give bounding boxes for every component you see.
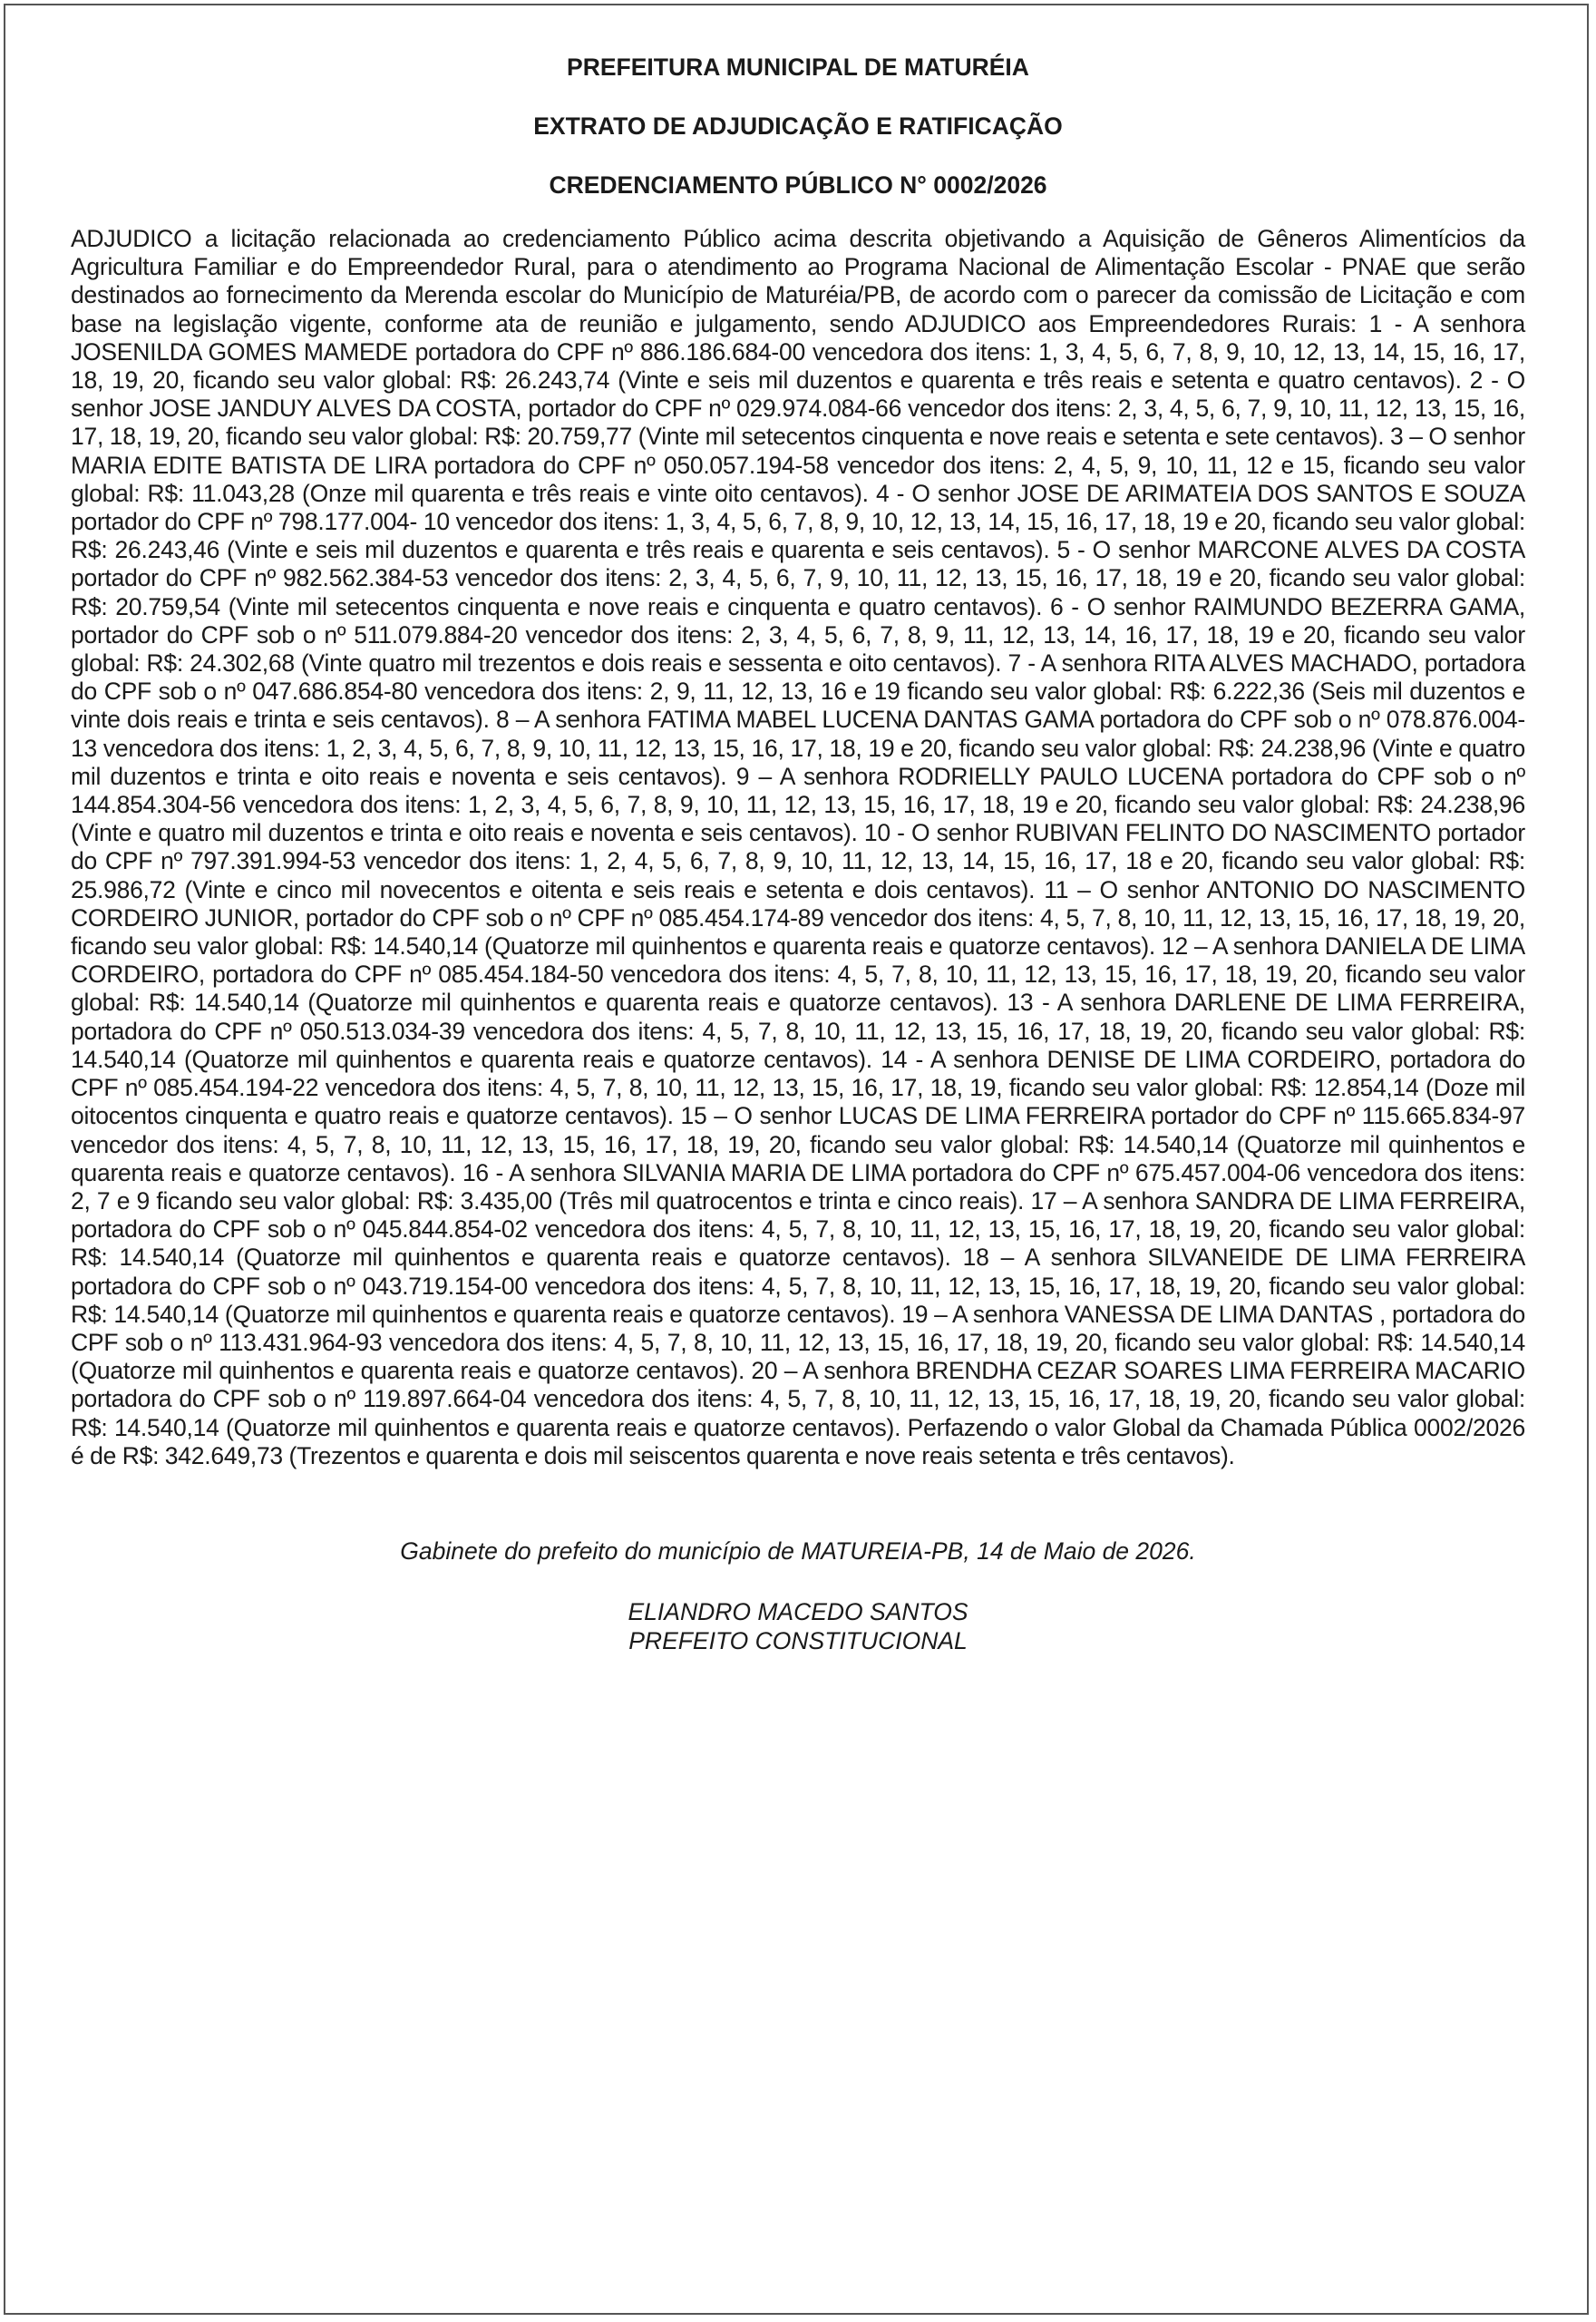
place-date-line: Gabinete do prefeito do município de MATUREIA-PB, 14 de Maio de 2026. (400, 1537, 1196, 1565)
document-content (71, 45, 1525, 1655)
body-paragraph: ADJUDICO a licitação relacionada ao credenciamento Público acima descrita objetivando a Aquisição de Gêneros Alimentícios da Agricultura Familiar e do Empreendedor Rural, para o atendimento ao Programa Nacional de Alimentação Escolar - PNAE que serão destinados ao fornecimento da Merenda escolar do Município de Maturéia/PB, de acordo com o parecer da comissão de Licitação e com base na legislação vigente, conforme ata de reunião e julgamento, sendo ADJUDICO aos Empreendedores Rurais: 1 - A senhora JOSENILDA GOMES MAMEDE portadora do CPF nº 886.186.684-00 vencedora dos itens: 1, 3, 4, 5, 6, 7, 8, 9, 10, 12, 13, 14, 15, 16, 17, 18, 19, 20, ficando seu valor global: R$: 26.243,74 (Vinte e seis mil duzentos e quarenta e três reais e setenta e quatro centavos). 2 - O senhor JOSE JANDUY ALVES DA COSTA, portador do CPF nº 029.974.084-66 vencedor dos itens: 2, 3, 4, 5, 6, 7, 9, 10, 11, 12, 13, 15, 16, 17, 18, 19, 20, ficando seu valor global: R$: 20.759,77 (Vinte mil setecentos cinquenta e nove reais e setenta e sete centavos). 3 – O senhor MARIA EDITE BATISTA DE LIRA portadora do CPF nº 050.057.194-58 vencedor dos itens: 2, 4, 5, 9, 10, 11, 12 e 15, ficando seu valor global: R$: 11.043,28 (Onze mil quarenta e três reais e vinte oito centavos). 4 - O senhor JOSE DE ARIMATEIA DOS SANTOS E SOUZA portador do CPF nº 798.177.004- 10 vencedor dos itens: 1, 3, 4, 5, 6, 7, 8, 9, 10, 12, 13, 14, 15, 16, 17, 18, 19 e 20, ficando seu valor global: R$: 26.243,46 (Vinte e seis mil duzentos e quarenta e três reais e quarenta e seis centavos). 5 - O senhor MARCONE ALVES DA COSTA portador do CPF nº 982.562.384-53 vencedor dos itens: 2, 3, 4, 5, 6, 7, 9, 10, 11, 12, 13, 15, 16, 17, 18, 19 e 20, ficando seu valor global: R$: 20.759,54 (Vinte mil setecentos cinquenta e nove reais e cinquenta e quatro centavos). 6 - O senhor RAIMUNDO BEZERRA GAMA, portador do CPF sob o nº 511.079.884-20 vencedor dos itens: 2, 3, 4, 5, 6, 7, 8, 9, 11, 12, 13, 14, 16, 17, 18, 19 e 20, ficando seu valor global: R$: 24.302,68 (Vinte quatro mil trezentos e dois reais e sessenta e oito centavos). 7 - A senhora RITA ALVES MACHADO, portadora do CPF sob o nº 047.686.854-80 vencedora dos itens: 2, 9, 11, 12, 13, 16 e 19 ficando seu valor global: R$: 6.222,36 (Seis mil duzentos e vinte dois reais e trinta e seis centavos). 8 – A senhora FATIMA MABEL LUCENA DANTAS GAMA portadora do CPF sob o nº 078.876.004-13 vencedora dos itens: 1, 2, 3, 4, 5, 6, 7, 8, 9, 10, 11, 12, 13, 15, 16, 17, 18, 19 e 20, ficando seu valor global: R$: 24.238,96 (Vinte e quatro mil duzentos e trinta e oito reais e noventa e seis centavos). 9 – A senhora RODRIELLY PAULO LUCENA portadora do CPF sob o nº 144.854.304-56 vencedora dos itens: 1, 2, 3, 4, 5, 6, 7, 8, 9, 10, 11, 12, 13, 15, 16, 17, 18, 19 e 20, ficando seu valor global: R$: 24.238,96 (Vinte e quatro mil duzentos e trinta e oito reais e noventa e seis centavos). 10 - O senhor RUBIVAN FELINTO DO NASCIMENTO portador do CPF nº 797.391.994-53 vencedor dos itens: 1, 2, 4, 5, 6, 7, 8, 9, 10, 11, 12, 13, 14, 15, 16, 17, 18 e 20, ficando seu valor global: R$: 25.986,72 (Vinte e cinco mil novecentos e oitenta e seis reais e setenta e dois centavos). 11 – O senhor ANTONIO DO NASCIMENTO CORDEIRO JUNIOR, portador do CPF sob o nº CPF nº 085.454.174-89 vencedor dos itens: 4, 5, 7, 8, 10, 11, 12, 13, 15, 16, 17, 18, 19, 20, ficando seu valor global: R$: 14.540,14 (Quatorze mil quinhentos e quarenta reais e quatorze centavos). 12 – A senhora DANIELA DE LIMA CORDEIRO, portadora do CPF nº 085.454.184-50 vencedora dos itens: 4, 5, 7, 8, 10, 11, 12, 13, 15, 16, 17, 18, 19, 20, ficando seu valor global: R$: 14.540,14 (Quatorze mil quinhentos e quarenta reais e quatorze centavos). 13 - A senhora DARLENE DE LIMA FERREIRA, portadora do CPF nº 050.513.034-39 vencedora dos itens: 4, 5, 7, 8, 10, 11, 12, 13, 15, 16, 17, 18, 19, 20, ficando seu valor global: R$: 14.540,14 (Quatorze mil quinhentos e quarenta reais e quatorze centavos). 14 - A senhora DENISE DE LIMA CORDEIRO, portadora do CPF nº 085.454.194-22 vencedora dos itens: 4, 5, 7, 8, 10, 11, 12, 13, 15, 16, 17, 18, 19, ficando seu valor global: R$: 12.854,14 (Doze mil oitocentos cinquenta e quatro reais e quatorze centavos). 15 – O senhor LUCAS DE LIMA FERREIRA portador do CPF nº 115.665.834-97 vencedor dos itens: 4, 5, 7, 8, 10, 11, 12, 13, 15, 16, 17, 18, 19, 20, ficando seu valor global: R$: 14.540,14 (Quatorze mil quinhentos e quarenta reais e quatorze centavos). 16 - A senhora SILVANIA MARIA DE LIMA portadora do CPF nº 675.457.004-06 vencedora dos itens: 2, 7 e 9 ficando seu valor global: R$: 3.435,00 (Três mil quatrocentos e trinta e cinco reais). 17 – A senhora SANDRA DE LIMA FERREIRA, portadora do CPF sob o nº 045.844.854-02 vencedora dos itens: 4, 5, 7, 8, 10, 11, 12, 13, 15, 16, 17, 18, 19, 20, ficando seu valor global: R$: 14.540,14 (Quatorze mil quinhentos e quarenta reais e quatorze centavos). 18 – A senhora SILVANEIDE DE LIMA FERREIRA portadora do CPF sob o nº 043.719.154-00 vencedora dos itens: 4, 5, 7, 8, 10, 11, 12, 13, 15, 16, 17, 18, 19, 20, ficando seu valor global: R$: 14.540,14 (Quatorze mil quinhentos e quarenta reais e quatorze centavos). 19 – A senhora VANESSA DE LIMA DANTAS , portadora do CPF sob o nº 113.431.964-93 vencedora dos itens: 4, 5, 7, 8, 10, 11, 12, 13, 15, 16, 17, 18, 19, 20, ficando seu valor global: R$: 14.540,14 (Quatorze mil quinhentos e quarenta reais e quatorze centavos). 20 – A senhora BRENDHA CEZAR SOARES LIMA FERREIRA MACARIO portadora do CPF sob o nº 119.897.664-04 vencedora dos itens: 4, 5, 7, 8, 10, 11, 12, 13, 15, 16, 17, 18, 19, 20, ficando seu valor global: R$: 14.540,14 (Quatorze mil quinhentos e quarenta reais e quatorze centavos). Perfazendo o valor Global da Chamada Pública 0002/2026 é de R$: 342.649,73 (Trezentos e quarenta e dois mil seiscentos quarenta e nove reais setenta e três centavos). (71, 225, 1525, 1469)
document-title: EXTRATO DE ADJUDICAÇÃO E RATIFICAÇÃO (533, 112, 1063, 140)
signer-title: PREFEITO CONSTITUCIONAL (628, 1626, 968, 1654)
signer-name: ELIANDRO MACEDO SANTOS (628, 1597, 968, 1625)
document-subtitle: CREDENCIAMENTO PÚBLICO N° 0002/2026 (549, 171, 1047, 199)
org-heading: PREFEITURA MUNICIPAL DE MATURÉIA (567, 54, 1029, 81)
